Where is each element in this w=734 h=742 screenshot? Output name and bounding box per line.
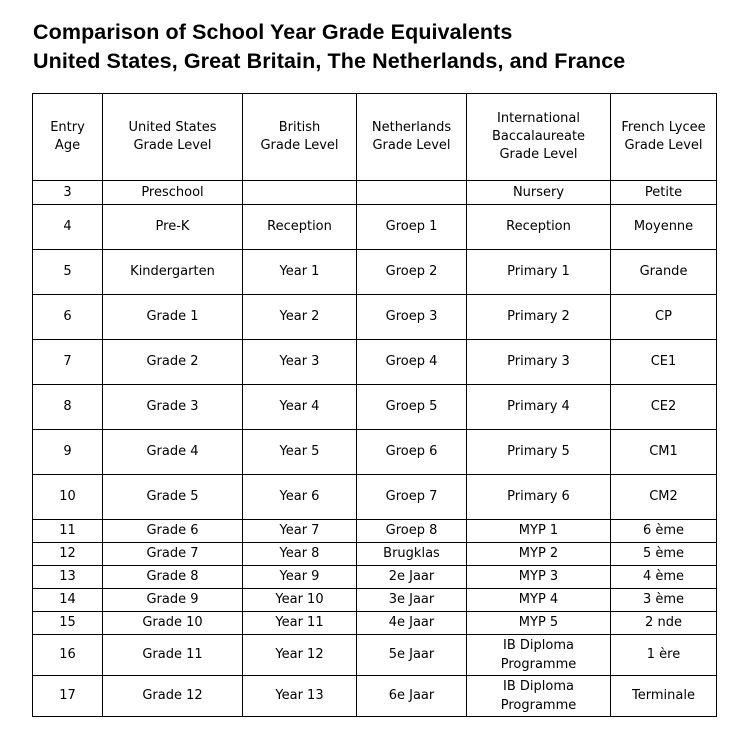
table-row [33,612,717,635]
cell-us-grade: Kindergarten [103,250,243,295]
cell-british-grade: Year 3 [243,340,357,385]
cell-british-grade: Year 2 [243,295,357,340]
cell-netherlands-grade: 3e Jaar [357,589,467,612]
table-row [33,475,717,520]
cell-us-grade: Preschool [103,181,243,205]
cell-french-grade: CE2 [611,385,717,430]
cell-netherlands-grade: Groep 5 [357,385,467,430]
cell-netherlands-grade: Groep 3 [357,295,467,340]
cell-ib-grade: MYP 3 [467,566,611,589]
cell-netherlands-grade: Groep 8 [357,520,467,543]
cell-netherlands-grade: 5e Jaar [357,635,467,676]
cell-netherlands-grade: Brugklas [357,543,467,566]
cell-ib-grade: IB Diploma Programme [467,635,611,676]
cell-us-grade: Grade 11 [103,635,243,676]
cell-french-grade: 5 ème [611,543,717,566]
header-netherlands-grade: Netherlands Grade Level [357,94,467,181]
table-row [33,385,717,430]
cell-entry-age: 13 [33,566,103,589]
cell-entry-age: 16 [33,635,103,676]
cell-ib-grade: Primary 5 [467,430,611,475]
cell-entry-age: 7 [33,340,103,385]
header-row [33,94,717,181]
cell-french-grade: Terminale [611,676,717,717]
cell-british-grade: Year 4 [243,385,357,430]
cell-ib-grade: MYP 5 [467,612,611,635]
cell-us-grade: Grade 6 [103,520,243,543]
cell-netherlands-grade: 6e Jaar [357,676,467,717]
cell-entry-age: 3 [33,181,103,205]
cell-entry-age: 10 [33,475,103,520]
table-row [33,430,717,475]
cell-ib-grade: IB Diploma Programme [467,676,611,717]
cell-us-grade: Grade 2 [103,340,243,385]
cell-french-grade: CM2 [611,475,717,520]
cell-ib-grade: Nursery [467,181,611,205]
cell-us-grade: Grade 8 [103,566,243,589]
cell-entry-age: 17 [33,676,103,717]
table-row [33,566,717,589]
cell-french-grade: 2 nde [611,612,717,635]
cell-us-grade: Pre-K [103,205,243,250]
cell-netherlands-grade: Groep 7 [357,475,467,520]
cell-us-grade: Grade 9 [103,589,243,612]
cell-entry-age: 5 [33,250,103,295]
cell-british-grade: Reception [243,205,357,250]
cell-us-grade: Grade 3 [103,385,243,430]
cell-french-grade: CE1 [611,340,717,385]
cell-netherlands-grade: 4e Jaar [357,612,467,635]
document-title [33,18,625,76]
cell-netherlands-grade: 2e Jaar [357,566,467,589]
header-us-grade: United States Grade Level [103,94,243,181]
cell-british-grade: Year 11 [243,612,357,635]
header-british-grade: British Grade Level [243,94,357,181]
cell-british-grade: Year 8 [243,543,357,566]
cell-ib-grade: Primary 2 [467,295,611,340]
cell-netherlands-grade: Groep 1 [357,205,467,250]
cell-british-grade: Year 10 [243,589,357,612]
cell-entry-age: 12 [33,543,103,566]
cell-french-grade: Grande [611,250,717,295]
cell-french-grade: 1 ère [611,635,717,676]
table-row [33,340,717,385]
title-line-2: United States, Great Britain, The Netherlands, and France [33,49,626,73]
grade-equivalents-table [32,93,717,717]
cell-french-grade: Petite [611,181,717,205]
cell-french-grade: CP [611,295,717,340]
cell-netherlands-grade: Groep 2 [357,250,467,295]
cell-british-grade: Year 1 [243,250,357,295]
cell-british-grade: Year 5 [243,430,357,475]
title-line-1: Comparison of School Year Grade Equivalents [33,20,513,44]
cell-ib-grade: Primary 3 [467,340,611,385]
header-french-grade: French Lycee Grade Level [611,94,717,181]
cell-us-grade: Grade 5 [103,475,243,520]
cell-us-grade: Grade 4 [103,430,243,475]
cell-us-grade: Grade 10 [103,612,243,635]
cell-ib-grade: MYP 1 [467,520,611,543]
cell-us-grade: Grade 12 [103,676,243,717]
cell-entry-age: 8 [33,385,103,430]
header-entry-age: Entry Age [33,94,103,181]
cell-entry-age: 4 [33,205,103,250]
cell-ib-grade: Primary 4 [467,385,611,430]
cell-french-grade: 4 ème [611,566,717,589]
cell-french-grade: Moyenne [611,205,717,250]
table-row [33,181,717,205]
cell-french-grade: 6 ème [611,520,717,543]
table-row [33,250,717,295]
table-row [33,543,717,566]
cell-ib-grade: MYP 2 [467,543,611,566]
table-row [33,295,717,340]
cell-british-grade: Year 6 [243,475,357,520]
cell-entry-age: 15 [33,612,103,635]
cell-british-grade: Year 13 [243,676,357,717]
table-row [33,589,717,612]
cell-ib-grade: Reception [467,205,611,250]
cell-ib-grade: Primary 1 [467,250,611,295]
cell-ib-grade: Primary 6 [467,475,611,520]
cell-british-grade: Year 9 [243,566,357,589]
header-ib-grade: International Baccalaureate Grade Level [467,94,611,181]
table-row [33,520,717,543]
cell-us-grade: Grade 7 [103,543,243,566]
cell-netherlands-grade [357,181,467,205]
cell-british-grade: Year 7 [243,520,357,543]
cell-netherlands-grade: Groep 6 [357,430,467,475]
cell-us-grade: Grade 1 [103,295,243,340]
cell-french-grade: CM1 [611,430,717,475]
cell-entry-age: 14 [33,589,103,612]
cell-ib-grade: MYP 4 [467,589,611,612]
cell-entry-age: 11 [33,520,103,543]
cell-entry-age: 9 [33,430,103,475]
cell-entry-age: 6 [33,295,103,340]
table-row [33,676,717,717]
cell-british-grade: Year 12 [243,635,357,676]
table-row [33,635,717,676]
cell-french-grade: 3 ème [611,589,717,612]
cell-netherlands-grade: Groep 4 [357,340,467,385]
cell-british-grade [243,181,357,205]
table-row [33,205,717,250]
